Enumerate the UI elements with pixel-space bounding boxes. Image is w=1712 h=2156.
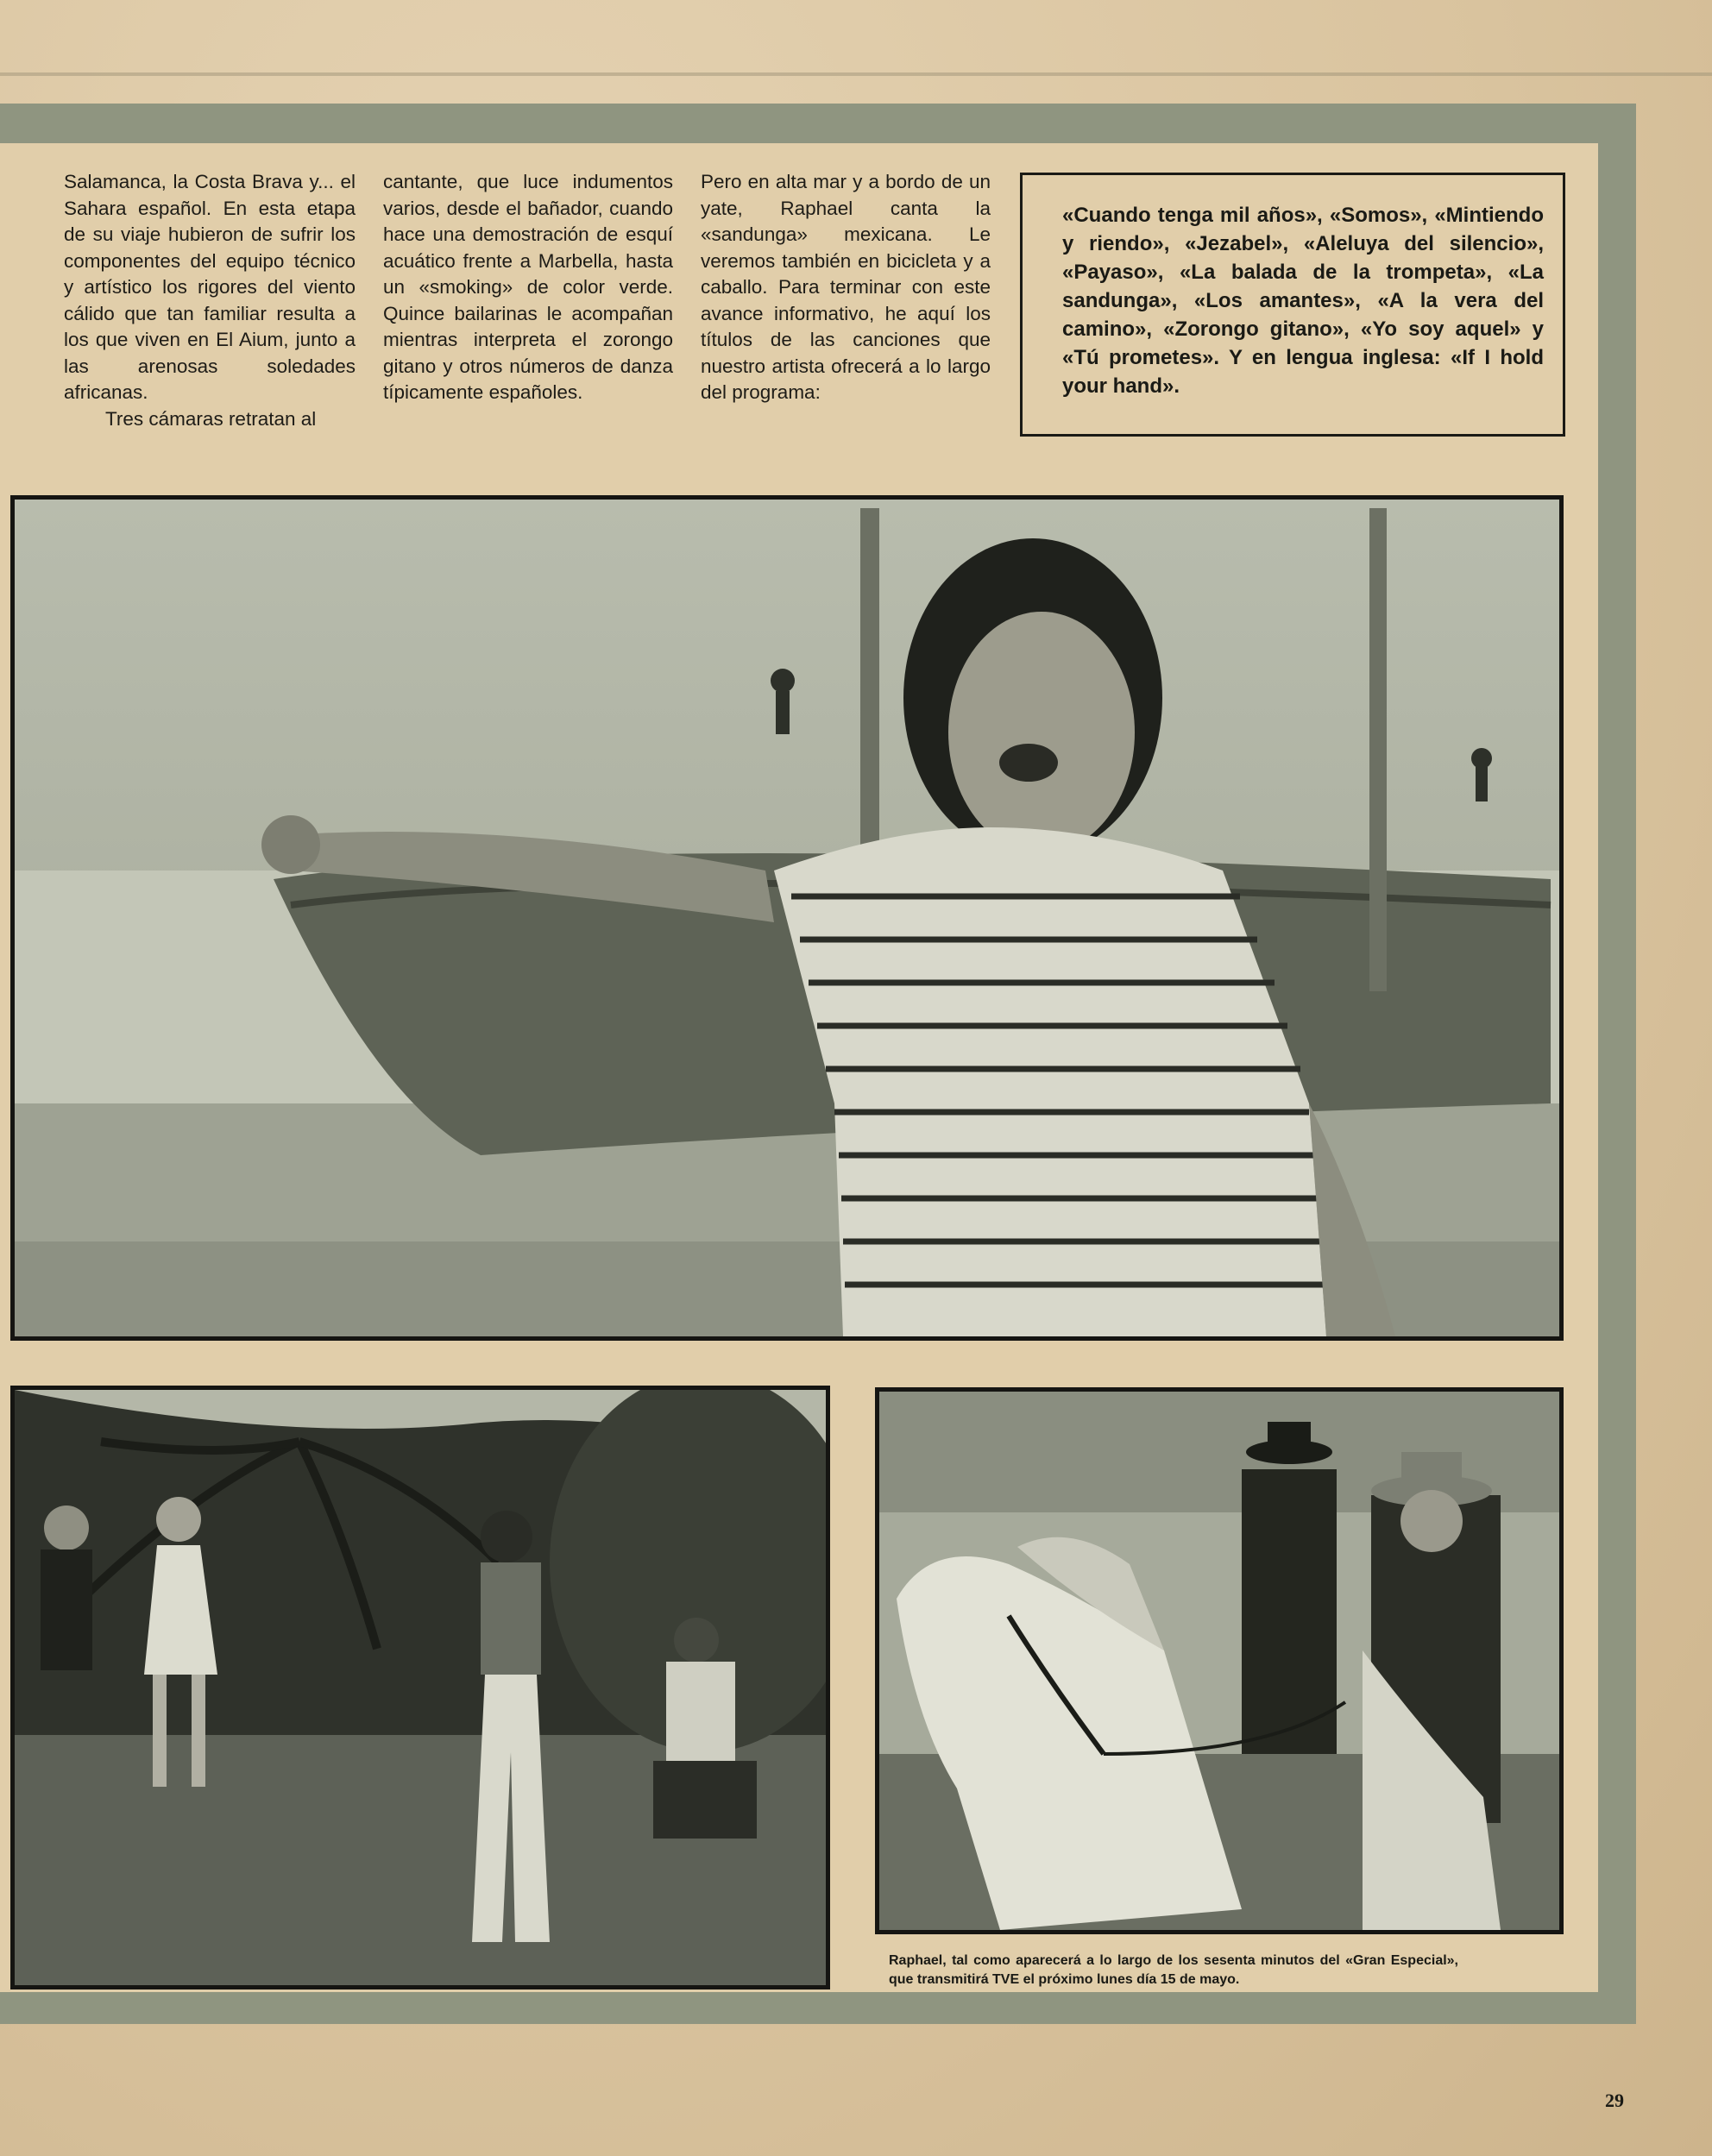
- photo-caption: Raphael, tal como aparecerá a lo largo de los sesenta minutos del «Gran Especial», que transmitirá TVE el próximo lunes día 15 de mayo.: [889, 1953, 1458, 1987]
- article-paragraph: cantante, que luce indumentos varios, desde el bañador, cuando hace una demostración de esquí acuático frente a Marbella, hasta un «smoking» de color verde. Quince bailarinas le acompañan mientras interpreta el zorongo gitano y otros números de danza típicamente españoles.: [383, 171, 673, 403]
- horseback-illustration: [879, 1392, 1559, 1930]
- article-paragraph: Pero en alta mar y a bordo de un yate, Raphael canta la «sandunga» mexicana. Le veremos también en bicicleta y a caballo. Para terminar con este avance informativo, he aquí los títulos de las canciones que nuestro artista ofrecerá a lo largo del programa:: [701, 171, 991, 403]
- page-number: 29: [1605, 2090, 1624, 2111]
- photo-garden-dancers: [10, 1386, 830, 1989]
- main-photo-singer-on-beach: [10, 495, 1564, 1341]
- song-list-box: [1020, 173, 1565, 437]
- garden-dancers-illustration: [15, 1390, 826, 1985]
- article-paragraph: Tres cámaras retratan al: [105, 407, 317, 430]
- top-rule: [0, 72, 1712, 76]
- singer-beach-illustration: [15, 500, 1559, 1336]
- song-list-text: «Cuando tenga mil años», «Somos», «Mintiendo y riendo», «Jezabel», «Aleluya del silencio», «Payaso», «La balada de la trompeta», «La sandunga», «Los amantes», «A la vera del camino», «Zorongo gitano», «Yo soy aquel» y «Tú prometes». Y en lengua inglesa: «If I hold your hand».: [1062, 204, 1544, 398]
- article-column-3: [701, 169, 991, 445]
- article-paragraph: Salamanca, la Costa Brava y... el Sahara español. En esta etapa de su viaje hubieron de sufrir los componentes del equipo técnico y artístico los rigores del viento cálido que tan familiar resulta a los que viven en El Aium, junto a las arenosas soledades africanas.: [64, 171, 356, 403]
- article-column-1: [64, 169, 356, 445]
- article-column-2: [383, 169, 673, 445]
- photo-singer-on-horseback: [875, 1387, 1564, 1934]
